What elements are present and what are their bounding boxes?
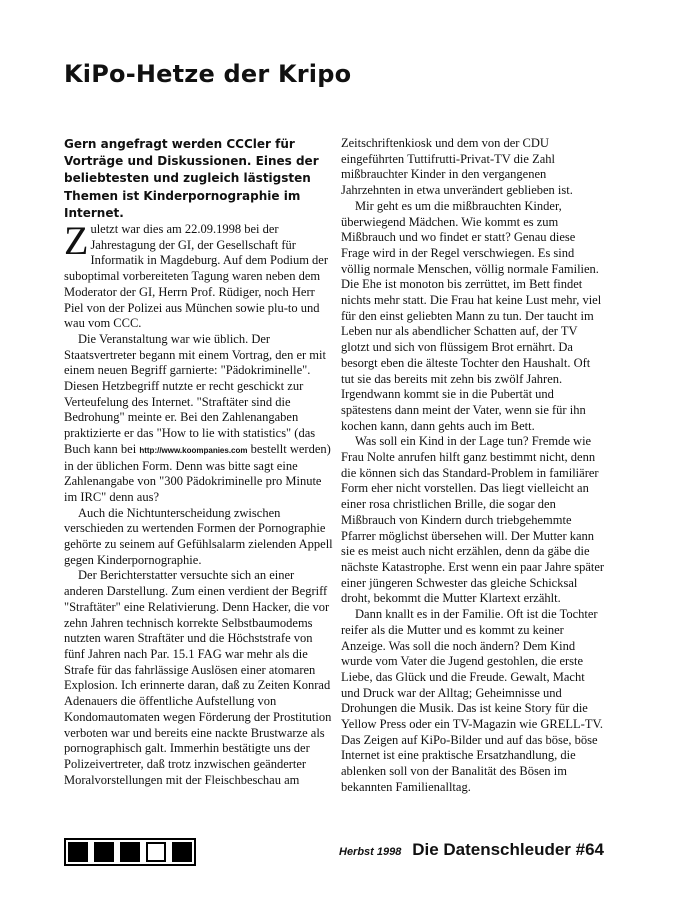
filled-box-icon <box>172 842 192 862</box>
paragraph-1-text: uletzt war dies am 22.09.1998 bei der Jahrestagung der GI, der Gesellschaft für Informatik in Magdeburg. Auf dem Podium der suboptimal vorbereiteten Tagung waren neben dem Moderator der GI, Herrn Prof. Rüdiger, noch Herr Piel von der Polizei aus München sowie plu-to und wau vom CCC. <box>64 222 329 331</box>
paragraph-4: Der Berichterstatter versuchte sich an einer anderen Darstellung. Zum einen verdient der Begriff "Straftäter" eine Relativierung. Denn Hacker, die vor zehn Jahren technisch korrekte Selbstbaumodems nutzten waren Straftäter und die Höchststrafe von fünf Jahren nach Par. 15.1 FAG war mehr als die Strafe für das fahrlässige Auslösen einer atomaren Explosion. Ich erinnerte daran, daß zu Zeiten Konrad Adenauers die öffentliche Aufstellung von Kondomautomaten wegen Förderung der Prostitution verboten war und bereits eine nackte Brustwarze als pornographisch galt. Immerhin bestätigte uns der Polizeivertreter, daß trotz inzwischen geänderter Moralvorstellungen mit der Fleischbeschau am <box>64 568 332 787</box>
left-column <box>64 136 334 788</box>
filled-box-icon <box>94 842 114 862</box>
article-intro: Gern angefragt werden CCCler für Vorträge und Diskussionen. Eines der beliebtesten und zugleich lästigsten Themen ist Kinderpornographie im Internet. <box>64 137 319 220</box>
paragraph-6: Mir geht es um die mißbrauchten Kinder, überwiegend Mädchen. Wie kommt es zum Mißbrauch und wo findet er statt? Genau diese Frage wird in der Regel verschwiegen. Es sind völlig normale Menschen, völlig normale Familien. Die Ehe ist monoton bis zerrüttet, im Bett findet nichts mehr statt. Die Frau hat keine Lust mehr, viel für den einst geliebten Mann zu tun. Der taucht im Leben nur als abendlicher Schatten auf, der TV glotzt und sich von flüssigem Brot ernährt. Da besorgt eben die älteste Tochter den Haushalt. Oft tut sie das bereits mit zehn bis zwölf Jahren. Irgendwann kommt sie in die Pubertät und spätestens dann meint der Vater, wenn sie für ihn kochen kann, dann gehts auch im Bett. <box>341 198 602 433</box>
paragraph-1 <box>64 218 334 332</box>
filled-box-icon <box>68 842 88 862</box>
issue-date: Herbst 1998 <box>339 846 402 858</box>
paragraph-2 <box>64 332 334 506</box>
paragraph-5: Zeitschriftenkiosk und dem von der CDU eingeführten Tuttifrutti-Privat-TV die Zahl mißbrauchter Kinder in den vergangenen Jahrzehnten in etwa unverändert geblieben ist. <box>341 136 573 198</box>
filled-box-icon <box>120 842 140 862</box>
paragraph-3: Auch die Nichtunterscheidung zwischen verschieden zu wertenden Formen der Pornographie gehörte zu seinem auf Gefühlsalarm zielenden Appell gegen Kinderpornographie. <box>64 505 333 567</box>
empty-box-icon <box>146 842 166 862</box>
paragraph-8: Dann knallt es in der Familie. Oft ist die Tochter reifer als die Mutter und es kommt zu keiner Anzeige. Was soll die noch ändern? Dem Kind wurde vom Vater die Jugend gestohlen, die erste Liebe, das Glück und die Freude. Gewalt, Macht und Druck war der Alltag; Geheimnisse und Drohungen die Musik. Das ist keine Story für die Yellow Press oder ein TV-Magazin wie GRELL-TV. Das Zeigen auf KiPo-Bilder und auf das böse, böse Internet ist eine praktische Ersatzhandlung, die ablenken soll von der Banalität des Bösen im bekannten Familienalltag. <box>341 607 604 794</box>
drop-cap: Z <box>64 218 89 264</box>
book-url-link[interactable]: http://www.koompanies.com <box>139 445 248 455</box>
paragraph-7: Was soll ein Kind in der Lage tun? Fremde wie Frau Nolte anrufen hilft ganz bestimmt nicht, denn die können sich das Standard-Problem in familiärer Form eher nicht vorstellen. Das liegt vielleicht an einer rosa christlichen Brille, die sogar den Mißbrauch von Kindern durch triebgehemmte Pfarrer möglichst übersehen will. Der Mutter kann sie es meist auch nicht erzählen, denn da gäbe die nächste Katastrophe. Erst wenn ein paar Jahre später einer jüngeren Schwester das gleiche Schicksal droht, bekommt die Mutter Klartext erzählt. <box>341 434 605 606</box>
magazine-name: Die Datenschleuder #64 <box>412 840 604 859</box>
right-column <box>341 136 605 796</box>
page-footer <box>64 838 604 868</box>
footer-boxes-logo <box>64 838 196 866</box>
paragraph-2-tail: bestellt werden) in der üblichen Form. Denn was bitte sagt eine Zahlenangabe von "300 Pädokriminelle pro Minute im IRC" denn aus? <box>64 441 331 504</box>
paragraph-2-text: Die Veranstaltung war wie üblich. Der Staatsvertreter begann mit einem Vortrag, den er mit einem neuen Begriff garnierte: "Pädokriminelle". Diesen Hetzbegriff nutzte er recht geschickt zur Verteufelung des Internet. "Straftäter sind die Bedrohung" meinte er. Bei den Zahlenangaben praktizierte er das "How to lie with statistics" (das Buch kann bei <box>64 331 326 456</box>
article-title: KiPo-Hetze der Kripo <box>64 60 352 88</box>
